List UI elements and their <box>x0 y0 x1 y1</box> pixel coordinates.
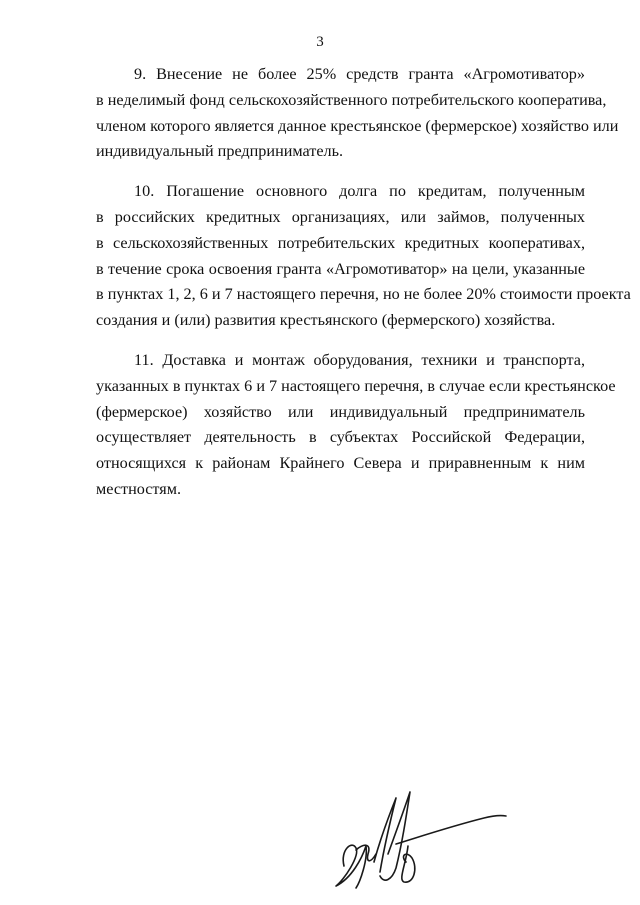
paragraph-line: местностям. <box>96 479 182 498</box>
paragraph-line: членом которого является данное крестьянское (фермерское) хозяйство или <box>96 116 619 135</box>
paragraph-line: осуществляет деятельность в субъектах Российской Федерации, <box>96 428 585 447</box>
paragraph-line: 11. Доставка и монтаж оборудования, техники и транспорта, <box>134 350 585 369</box>
paragraph-line: 10. Погашение основного долга по кредитам, полученным <box>134 182 585 201</box>
paragraph-line: в течение срока освоения гранта «Агромотиватор» на цели, указанные <box>96 259 585 278</box>
paragraph-line: индивидуальный предприниматель. <box>96 142 344 161</box>
paragraph-line: 9. Внесение не более 25% средств гранта «Агромотиватор» <box>134 65 585 83</box>
paragraph-10 <box>96 179 631 334</box>
paragraph-line: в российских кредитных организациях, или займов, полученных <box>96 207 585 226</box>
page-number: 3 <box>316 34 324 50</box>
paragraph-line: относящихся к районам Крайнего Севера и приравненным к ним <box>96 454 585 473</box>
paragraph-line: указанных в пунктах 6 и 7 настоящего перечня, в случае если крестьянское <box>96 376 616 395</box>
paragraph-11 <box>96 348 616 503</box>
paragraph-line: (фермерское) хозяйство или индивидуальный предприниматель <box>96 402 585 421</box>
paragraph-line: создания и (или) развития крестьянского (фермерского) хозяйства. <box>96 311 556 330</box>
paragraph-line: в неделимый фонд сельскохозяйственного потребительского кооператива, <box>96 90 607 109</box>
paragraph-line: в пунктах 1, 2, 6 и 7 настоящего перечня, но не более 20% стоимости проекта <box>96 285 631 304</box>
paragraph-9 <box>96 62 619 165</box>
document-body <box>96 62 631 517</box>
paragraph-line: в сельскохозяйственных потребительских кредитных кооперативах, <box>96 233 585 252</box>
signature-icon <box>322 788 522 898</box>
